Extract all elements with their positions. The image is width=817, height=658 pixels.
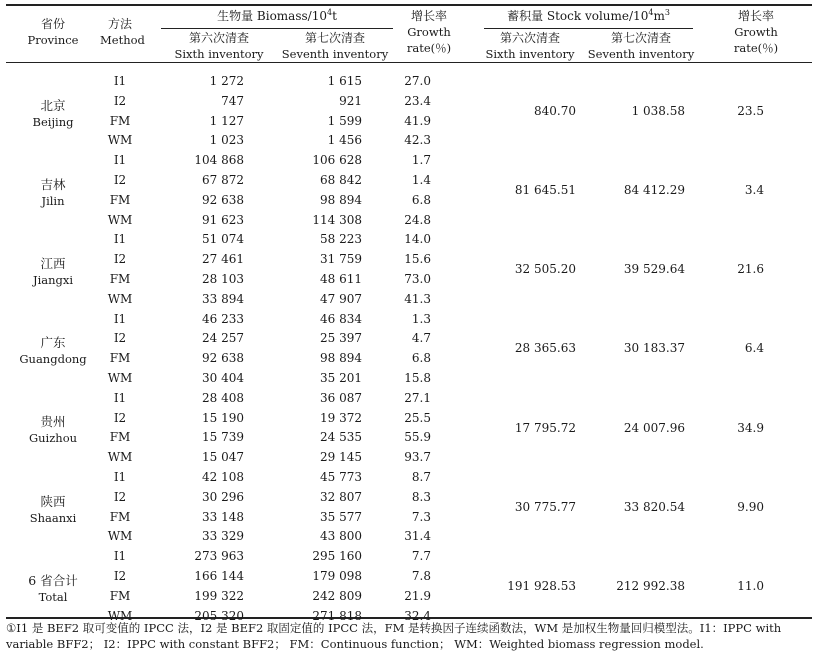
biomass-seventh-cell: 114 308 bbox=[312, 212, 362, 227]
biomass-seventh-cell: 295 160 bbox=[312, 549, 362, 564]
biomass-seventh-cell: 98 894 bbox=[320, 351, 362, 366]
biomass-sixth-cell: 51 074 bbox=[202, 232, 244, 247]
method-header bbox=[100, 16, 145, 48]
biomass-sixth-cell: 28 408 bbox=[202, 390, 244, 405]
method-cell: I1 bbox=[113, 470, 127, 484]
stock-seventh-header-cn: 第七次清查 bbox=[610, 31, 671, 45]
province-name-cn: 江西 bbox=[40, 256, 66, 271]
method-cell: WM bbox=[107, 212, 133, 227]
biomass-seventh-cell: 35 577 bbox=[320, 509, 362, 524]
method-cell: I1 bbox=[113, 232, 127, 247]
stock-sixth-header-en: Sixth inventory bbox=[485, 47, 575, 61]
biomass-group-unit: t bbox=[332, 9, 337, 23]
biomass-sixth-cell: 15 739 bbox=[202, 430, 244, 445]
method-cell: FM bbox=[109, 272, 131, 286]
biomass-sixth-cell: 28 103 bbox=[202, 272, 244, 286]
biomass-seventh-cell: 58 223 bbox=[320, 232, 362, 247]
biomass-growth-cell: 41.3 bbox=[404, 291, 431, 306]
biomass-sixth-header bbox=[161, 30, 277, 62]
biomass-growth-cell: 24.8 bbox=[404, 212, 431, 227]
biomass-growth-cell: 41.9 bbox=[404, 113, 431, 128]
province-name-en: Jilin bbox=[41, 193, 65, 208]
biomass-seventh-cell: 242 809 bbox=[312, 588, 362, 603]
biomass-sixth-cell: 15 047 bbox=[202, 450, 244, 465]
biomass-growth-cell: 15.8 bbox=[404, 371, 431, 385]
biomass-growth-cell: 1.7 bbox=[411, 153, 431, 168]
biomass-seventh-cell: 24 535 bbox=[320, 430, 362, 445]
province-name bbox=[6, 493, 100, 527]
method-cell: I2 bbox=[113, 489, 127, 504]
biomass-growth-cell: 32.4 bbox=[404, 608, 431, 623]
stock-seventh-header-en: Seventh inventory bbox=[587, 47, 695, 61]
biomass-sixth-cell: 92 638 bbox=[202, 192, 244, 207]
biomass-seventh-cell: 1 615 bbox=[327, 74, 362, 88]
biomass-seventh-cell: 47 907 bbox=[320, 291, 362, 306]
biomass-sixth-cell: 27 461 bbox=[202, 252, 244, 267]
province-name-cn: 北京 bbox=[40, 97, 66, 113]
biomass-seventh-cell: 43 800 bbox=[320, 529, 362, 544]
stock-sixth-cell: 17 795.72 bbox=[514, 420, 576, 435]
biomass-growth-cell: 6.8 bbox=[411, 351, 431, 366]
biomass-growth-cell: 93.7 bbox=[404, 450, 431, 465]
biomass-growth-cell: 7.7 bbox=[411, 549, 431, 564]
province-name-en: Guangdong bbox=[19, 352, 87, 367]
stock-sixth-header-cn: 第六次清查 bbox=[499, 31, 560, 45]
biomass-growth-cell: 8.7 bbox=[411, 470, 431, 484]
stock-seventh-cell: 212 992.38 bbox=[616, 578, 685, 593]
stock-sixth-header bbox=[478, 30, 582, 62]
stock-growth-cell: 23.5 bbox=[737, 103, 764, 118]
biomass-seventh-cell: 48 611 bbox=[320, 272, 362, 286]
method-cell: I2 bbox=[113, 410, 127, 425]
stock-sixth-cell: 191 928.53 bbox=[507, 578, 576, 593]
province-name bbox=[6, 97, 100, 131]
seventh-header-en: Seventh inventory bbox=[281, 47, 389, 61]
method-cell: I2 bbox=[113, 331, 127, 346]
biomass-sixth-cell: 205 320 bbox=[194, 608, 244, 623]
biomass-group-label: 生物量 Biomass/10 bbox=[217, 9, 327, 23]
stock-seventh-cell: 30 183.37 bbox=[623, 341, 685, 356]
province-name-cn: 贵州 bbox=[40, 414, 66, 430]
stock-growth-cell: 21.6 bbox=[737, 262, 764, 277]
growth-header-en2: rate(％) bbox=[406, 41, 452, 55]
biomass-sixth-cell: 1 023 bbox=[209, 133, 244, 148]
biomass-seventh-cell: 31 759 bbox=[320, 252, 362, 267]
growth-header-en1: Growth bbox=[407, 25, 451, 39]
stock-growth-cell: 34.9 bbox=[737, 420, 764, 435]
method-cell: I1 bbox=[113, 74, 127, 88]
province-header-cn: 省份 bbox=[40, 17, 65, 31]
biomass-sixth-cell: 15 190 bbox=[202, 410, 244, 425]
biomass-seventh-cell: 271 818 bbox=[312, 608, 362, 623]
method-cell: WM bbox=[107, 450, 133, 465]
biomass-sixth-cell: 92 638 bbox=[202, 351, 244, 366]
method-cell: FM bbox=[109, 351, 131, 366]
method-cell: I1 bbox=[113, 311, 127, 326]
biomass-seventh-cell: 1 456 bbox=[327, 133, 362, 148]
stock-sixth-cell: 81 645.51 bbox=[514, 182, 576, 197]
biomass-growth-cell: 7.3 bbox=[411, 509, 431, 524]
province-name-cn: 6 省合计 bbox=[28, 572, 78, 588]
biomass-seventh-cell: 29 145 bbox=[320, 450, 362, 465]
biomass-sixth-cell: 273 963 bbox=[194, 549, 244, 564]
method-cell: I2 bbox=[113, 93, 127, 108]
biomass-growth-cell: 55.9 bbox=[404, 430, 431, 445]
biomass-sixth-cell: 46 233 bbox=[202, 311, 244, 326]
province-name-en: Jiangxi bbox=[32, 273, 74, 287]
biomass-seventh-cell: 179 098 bbox=[312, 569, 362, 583]
biomass-sixth-cell: 30 296 bbox=[202, 489, 244, 504]
biomass-seventh-cell: 921 bbox=[339, 93, 362, 108]
sixth-header-en: Sixth inventory bbox=[174, 47, 264, 61]
method-cell: I2 bbox=[113, 252, 127, 267]
method-cell: WM bbox=[107, 608, 133, 623]
biomass-growth-cell: 27.0 bbox=[404, 74, 431, 88]
method-cell: I1 bbox=[113, 549, 127, 564]
method-cell: I2 bbox=[113, 569, 127, 583]
stock-sixth-cell: 28 365.63 bbox=[514, 341, 576, 356]
province-name bbox=[6, 255, 100, 289]
biomass-seventh-header bbox=[277, 30, 393, 62]
growth-header-cn: 增长率 bbox=[410, 9, 447, 23]
stock-growth-header-cn: 增长率 bbox=[737, 9, 774, 23]
biomass-sixth-cell: 33 148 bbox=[202, 509, 244, 524]
biomass-growth-cell: 7.8 bbox=[411, 569, 431, 583]
stock-growth-cell: 9.90 bbox=[737, 499, 764, 514]
biomass-seventh-cell: 45 773 bbox=[320, 470, 362, 484]
biomass-growth-cell: 21.9 bbox=[404, 588, 431, 603]
top-rule bbox=[6, 4, 812, 6]
stock-group-unit-sup: 3 bbox=[664, 8, 670, 17]
stock-growth-cell: 3.4 bbox=[744, 182, 764, 197]
biomass-growth-cell: 1.3 bbox=[411, 311, 431, 326]
stock-sixth-cell: 840.70 bbox=[534, 103, 576, 118]
biomass-seventh-cell: 98 894 bbox=[320, 192, 362, 207]
method-cell: WM bbox=[107, 133, 133, 148]
method-cell: FM bbox=[109, 588, 131, 603]
province-name-en: Shaanxi bbox=[29, 510, 77, 525]
method-cell: FM bbox=[109, 113, 131, 128]
sixth-header-cn: 第六次清查 bbox=[188, 31, 249, 45]
stock-group-sup: 4 bbox=[648, 8, 654, 17]
stock-seventh-cell: 33 820.54 bbox=[623, 499, 685, 514]
stock-group-unit: m bbox=[653, 9, 665, 23]
biomass-growth-cell: 42.3 bbox=[404, 133, 431, 148]
method-cell: FM bbox=[109, 509, 131, 524]
biomass-growth-cell: 27.1 bbox=[404, 390, 431, 405]
biomass-sixth-cell: 42 108 bbox=[202, 470, 244, 484]
biomass-seventh-cell: 19 372 bbox=[320, 410, 362, 425]
biomass-sixth-cell: 1 272 bbox=[209, 74, 244, 88]
stock-seventh-cell: 24 007.96 bbox=[623, 420, 685, 435]
province-header-en: Province bbox=[27, 33, 79, 47]
province-name bbox=[6, 334, 100, 368]
province-name-en: Guizhou bbox=[28, 431, 78, 446]
biomass-growth-cell: 8.3 bbox=[411, 489, 431, 504]
method-cell: I2 bbox=[113, 173, 127, 187]
method-cell: I1 bbox=[113, 153, 127, 168]
biomass-sixth-cell: 166 144 bbox=[194, 569, 244, 583]
stock-growth-header bbox=[706, 8, 806, 56]
footnote: ①I1 是 BEF2 取可变值的 IPCC 法，I2 是 BEF2 取固定值的 IPCC 法，FM 是转换因子连续函数法，WM 是加权生物量回归模型法。I1：IPPC with variable BFF2； I2：IPPC with constant BFF2； FM：Continuous function； WM：Weighted biomass regression model. bbox=[6, 621, 782, 651]
biomass-seventh-cell: 68 842 bbox=[320, 173, 362, 187]
method-cell: FM bbox=[109, 430, 131, 445]
method-cell: WM bbox=[107, 291, 133, 306]
province-name-en: Beijing bbox=[32, 114, 74, 129]
stock-group-underline bbox=[484, 28, 693, 29]
stock-sixth-cell: 32 505.20 bbox=[514, 262, 576, 277]
stock-seventh-header bbox=[582, 30, 700, 62]
province-name-cn: 陕西 bbox=[40, 493, 66, 509]
biomass-sixth-cell: 67 872 bbox=[202, 173, 244, 187]
stock-group-label: 蓄积量 Stock volume/10 bbox=[507, 9, 649, 23]
biomass-growth-cell: 15.6 bbox=[404, 252, 431, 267]
biomass-growth-cell: 14.0 bbox=[404, 232, 431, 247]
biomass-growth-cell: 31.4 bbox=[404, 529, 431, 544]
method-cell: I1 bbox=[113, 390, 127, 405]
header-bottom-rule bbox=[6, 62, 812, 63]
biomass-seventh-cell: 25 397 bbox=[320, 331, 362, 346]
method-header-en: Method bbox=[100, 33, 145, 47]
biomass-sixth-cell: 33 894 bbox=[202, 291, 244, 306]
biomass-growth-cell: 4.7 bbox=[411, 331, 431, 346]
biomass-sixth-cell: 91 623 bbox=[202, 212, 244, 227]
biomass-sixth-cell: 1 127 bbox=[209, 113, 244, 128]
biomass-group-header bbox=[161, 8, 393, 24]
biomass-seventh-cell: 36 087 bbox=[320, 390, 362, 405]
biomass-growth-header bbox=[394, 8, 464, 56]
biomass-growth-cell: 1.4 bbox=[411, 173, 431, 187]
stock-growth-cell: 6.4 bbox=[744, 341, 764, 356]
stock-seventh-cell: 39 529.64 bbox=[623, 262, 685, 277]
method-cell: WM bbox=[107, 529, 133, 544]
province-name-en: Total bbox=[38, 589, 68, 604]
method-cell: WM bbox=[107, 371, 133, 385]
biomass-sixth-cell: 104 868 bbox=[194, 153, 244, 168]
stock-growth-cell: 11.0 bbox=[737, 578, 764, 593]
biomass-sixth-cell: 747 bbox=[221, 93, 244, 108]
biomass-seventh-cell: 46 834 bbox=[320, 311, 362, 326]
biomass-growth-cell: 23.4 bbox=[404, 93, 431, 108]
stock-sixth-cell: 30 775.77 bbox=[514, 499, 576, 514]
biomass-growth-cell: 6.8 bbox=[411, 192, 431, 207]
seventh-header-cn: 第七次清查 bbox=[304, 31, 365, 45]
method-header-cn: 方法 bbox=[107, 17, 132, 31]
stock-seventh-cell: 84 412.29 bbox=[623, 182, 685, 197]
stock-group-header bbox=[484, 8, 693, 24]
province-name bbox=[6, 413, 100, 447]
biomass-sixth-cell: 199 322 bbox=[194, 588, 244, 603]
biomass-seventh-cell: 1 599 bbox=[327, 113, 362, 128]
stock-growth-header-en2: rate(％) bbox=[733, 41, 779, 55]
method-cell: FM bbox=[109, 192, 131, 207]
province-name bbox=[6, 176, 100, 210]
province-name bbox=[6, 572, 100, 606]
biomass-growth-cell: 73.0 bbox=[404, 272, 431, 286]
biomass-growth-cell: 25.5 bbox=[404, 410, 431, 425]
province-name-cn: 吉林 bbox=[40, 176, 66, 192]
stock-seventh-cell: 1 038.58 bbox=[631, 103, 685, 118]
biomass-seventh-cell: 32 807 bbox=[320, 489, 362, 504]
biomass-sixth-cell: 30 404 bbox=[202, 371, 244, 385]
biomass-seventh-cell: 106 628 bbox=[312, 153, 362, 168]
biomass-group-sup: 4 bbox=[326, 8, 333, 17]
biomass-sixth-cell: 33 329 bbox=[202, 529, 244, 544]
province-name-cn: 广东 bbox=[40, 335, 66, 351]
stock-growth-header-en1: Growth bbox=[734, 25, 778, 39]
biomass-sixth-cell: 24 257 bbox=[202, 331, 244, 346]
biomass-group-underline bbox=[161, 28, 393, 29]
province-header bbox=[6, 16, 100, 48]
biomass-seventh-cell: 35 201 bbox=[320, 371, 362, 385]
